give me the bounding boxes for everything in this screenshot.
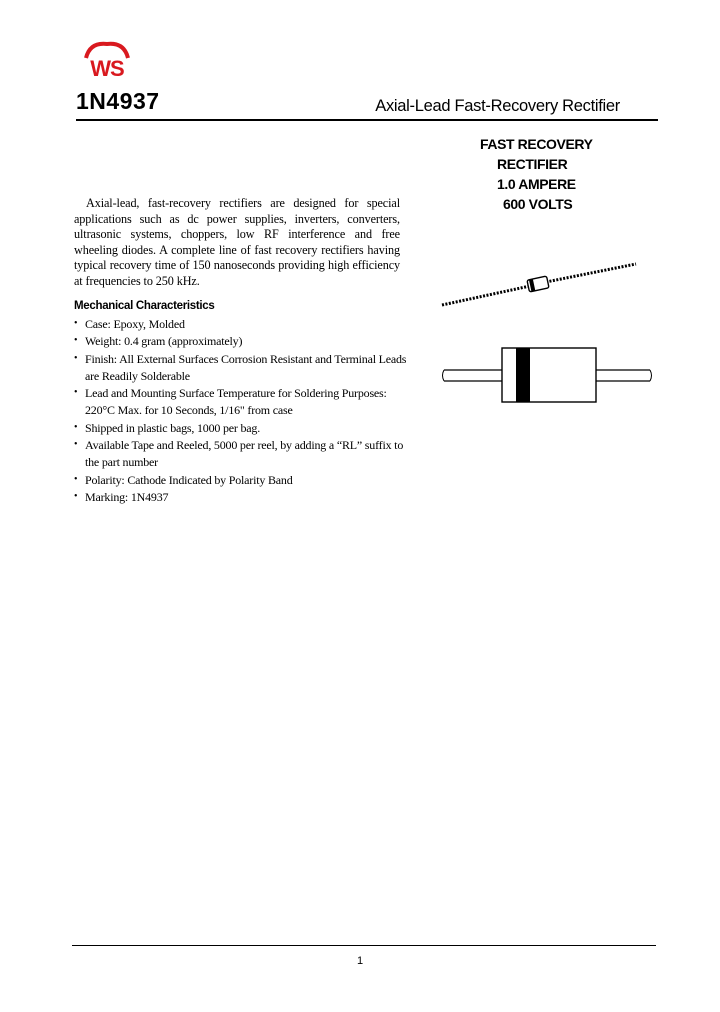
mechanical-title: Mechanical Characteristics	[74, 300, 215, 312]
list-item-text: Weight: 0.4 gram (approximately)	[85, 334, 243, 349]
spec-line-3: 1.0 AMPERE	[497, 176, 576, 192]
page-number: 1	[356, 955, 364, 967]
list-item-text: Shipped in plastic bags, 1000 per bag.	[85, 420, 261, 435]
footer-rule	[72, 945, 656, 946]
list-item-text: Available Tape and Reeled, 5000 per reel, by adding a “RL” suffix to the part number	[85, 438, 404, 470]
list-item	[74, 316, 419, 333]
list-item	[74, 351, 419, 386]
bullet: •	[74, 352, 78, 364]
spec-line-1: FAST RECOVERY	[480, 136, 593, 152]
cathode-band	[516, 348, 530, 402]
document-title: Axial-Lead Fast-Recovery Rectifier	[375, 97, 620, 115]
diode-body	[527, 276, 549, 292]
bullet: •	[74, 473, 78, 485]
intro-paragraph	[74, 196, 400, 290]
list-item	[74, 333, 419, 350]
mechanical-list	[74, 316, 419, 506]
spec-line-4: 600 VOLTS	[503, 196, 573, 212]
bullet: •	[74, 318, 78, 329]
logo-text: WS	[90, 56, 124, 81]
list-item-text: Lead and Mounting Surface Temperature for Soldering Purposes: 220°C Max. for 10 Seconds, 1/16" from case	[85, 386, 387, 418]
list-item	[74, 385, 419, 420]
spec-line-2: RECTIFIER	[497, 156, 568, 172]
diode-illustration-small	[440, 258, 638, 308]
spec-summary	[470, 134, 610, 214]
list-item-text: Case: Epoxy, Molded	[85, 317, 185, 331]
bullet: •	[74, 490, 78, 502]
bullet: •	[74, 387, 78, 399]
bullet: •	[74, 421, 78, 433]
header-rule	[76, 119, 658, 121]
list-item-text: Polarity: Cathode Indicated by Polarity Band	[85, 472, 293, 487]
list-item	[74, 489, 419, 506]
diode-lead-right	[596, 370, 652, 381]
diode-lead-left	[443, 370, 503, 381]
bullet: •	[74, 439, 78, 451]
list-item-text: Marking: 1N4937	[85, 489, 169, 504]
ws-logo	[78, 40, 136, 90]
intro-text: Axial-lead, fast-recovery rectifiers are designed for special applications such as dc power supplies, inverters, converters, ultrasonic systems, choppers, low RF interference and free wheeling diodes. A complete line of fast recovery rectifiers having typical recovery time of 150 nanoseconds providing high efficiency at frequencies to 250 kHz.	[74, 196, 400, 288]
list-item-text: Finish: All External Surfaces Corrosion Resistant and Terminal Leads are Readily Solderable	[85, 351, 407, 383]
list-item	[74, 472, 419, 489]
diode-illustration-large	[442, 344, 654, 406]
bullet: •	[74, 335, 78, 347]
list-item	[74, 420, 419, 437]
list-item	[74, 437, 419, 472]
part-number: 1N4937	[76, 88, 160, 114]
